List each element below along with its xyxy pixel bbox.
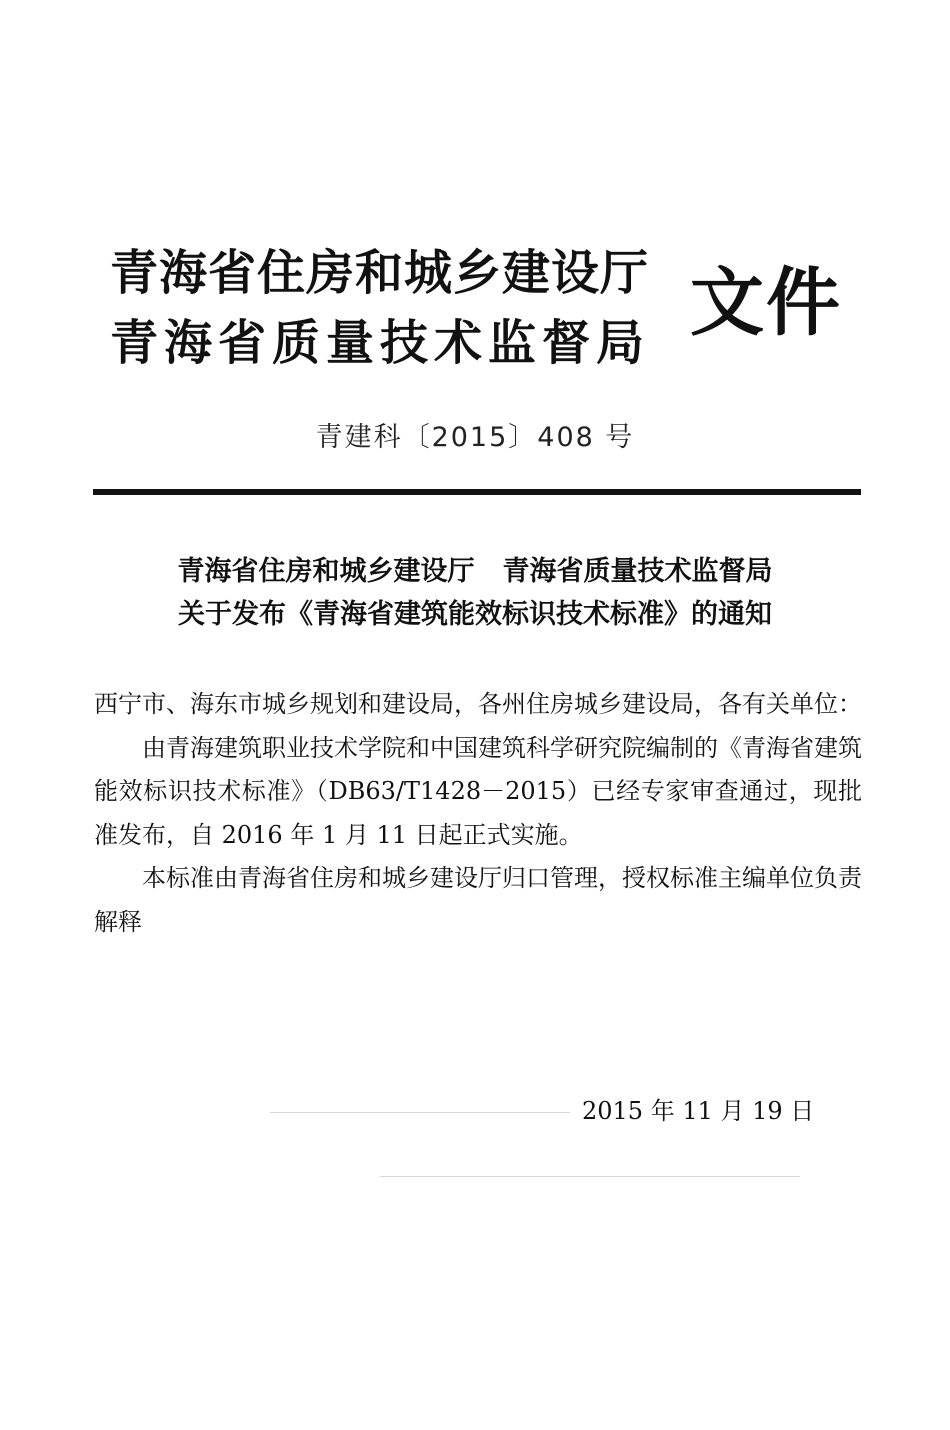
notice-title-line-1: [0, 550, 950, 593]
scan-artifact: [270, 1112, 570, 1113]
notice-title: [0, 550, 950, 636]
issuer-quality-bureau: 青海省质量技术监督局: [110, 315, 651, 371]
notice-title-issuer-1: 青海省住房和城乡建设厅: [177, 556, 475, 587]
scan-artifact: [380, 1176, 800, 1177]
body-paragraph-1: 由青海建筑职业技术学院和中国建筑科学研究院编制的《青海省建筑能效标识技术标准》（DB63/T1428－2015）已经专家审查通过，现批准发布，自 2016 年 1 月 11 日起正式实施。: [94, 733, 862, 849]
addressees: 西宁市、海东市城乡规划和建设局，各州住房城乡建设局，各有关单位：: [94, 690, 862, 718]
document-word: 文件: [690, 260, 842, 346]
issue-date: 2015 年 11 月 19 日: [582, 1097, 815, 1125]
header-separator-rule: [93, 489, 861, 495]
notice-title-issuer-2: 青海省质量技术监督局: [502, 556, 773, 587]
issuing-authorities: [110, 238, 650, 378]
notice-body: [94, 683, 862, 944]
body-paragraph-2: 本标准由青海省住房和城乡建设厅归口管理，授权标准主编单位负责解释: [94, 864, 862, 936]
notice-title-line-2: 关于发布《青海省建筑能效标识技术标准》的通知: [178, 599, 772, 630]
issuer-housing-department: 青海省住房和城乡建设厅: [110, 245, 650, 301]
document-number: 青建科〔2015〕408 号: [315, 422, 635, 453]
